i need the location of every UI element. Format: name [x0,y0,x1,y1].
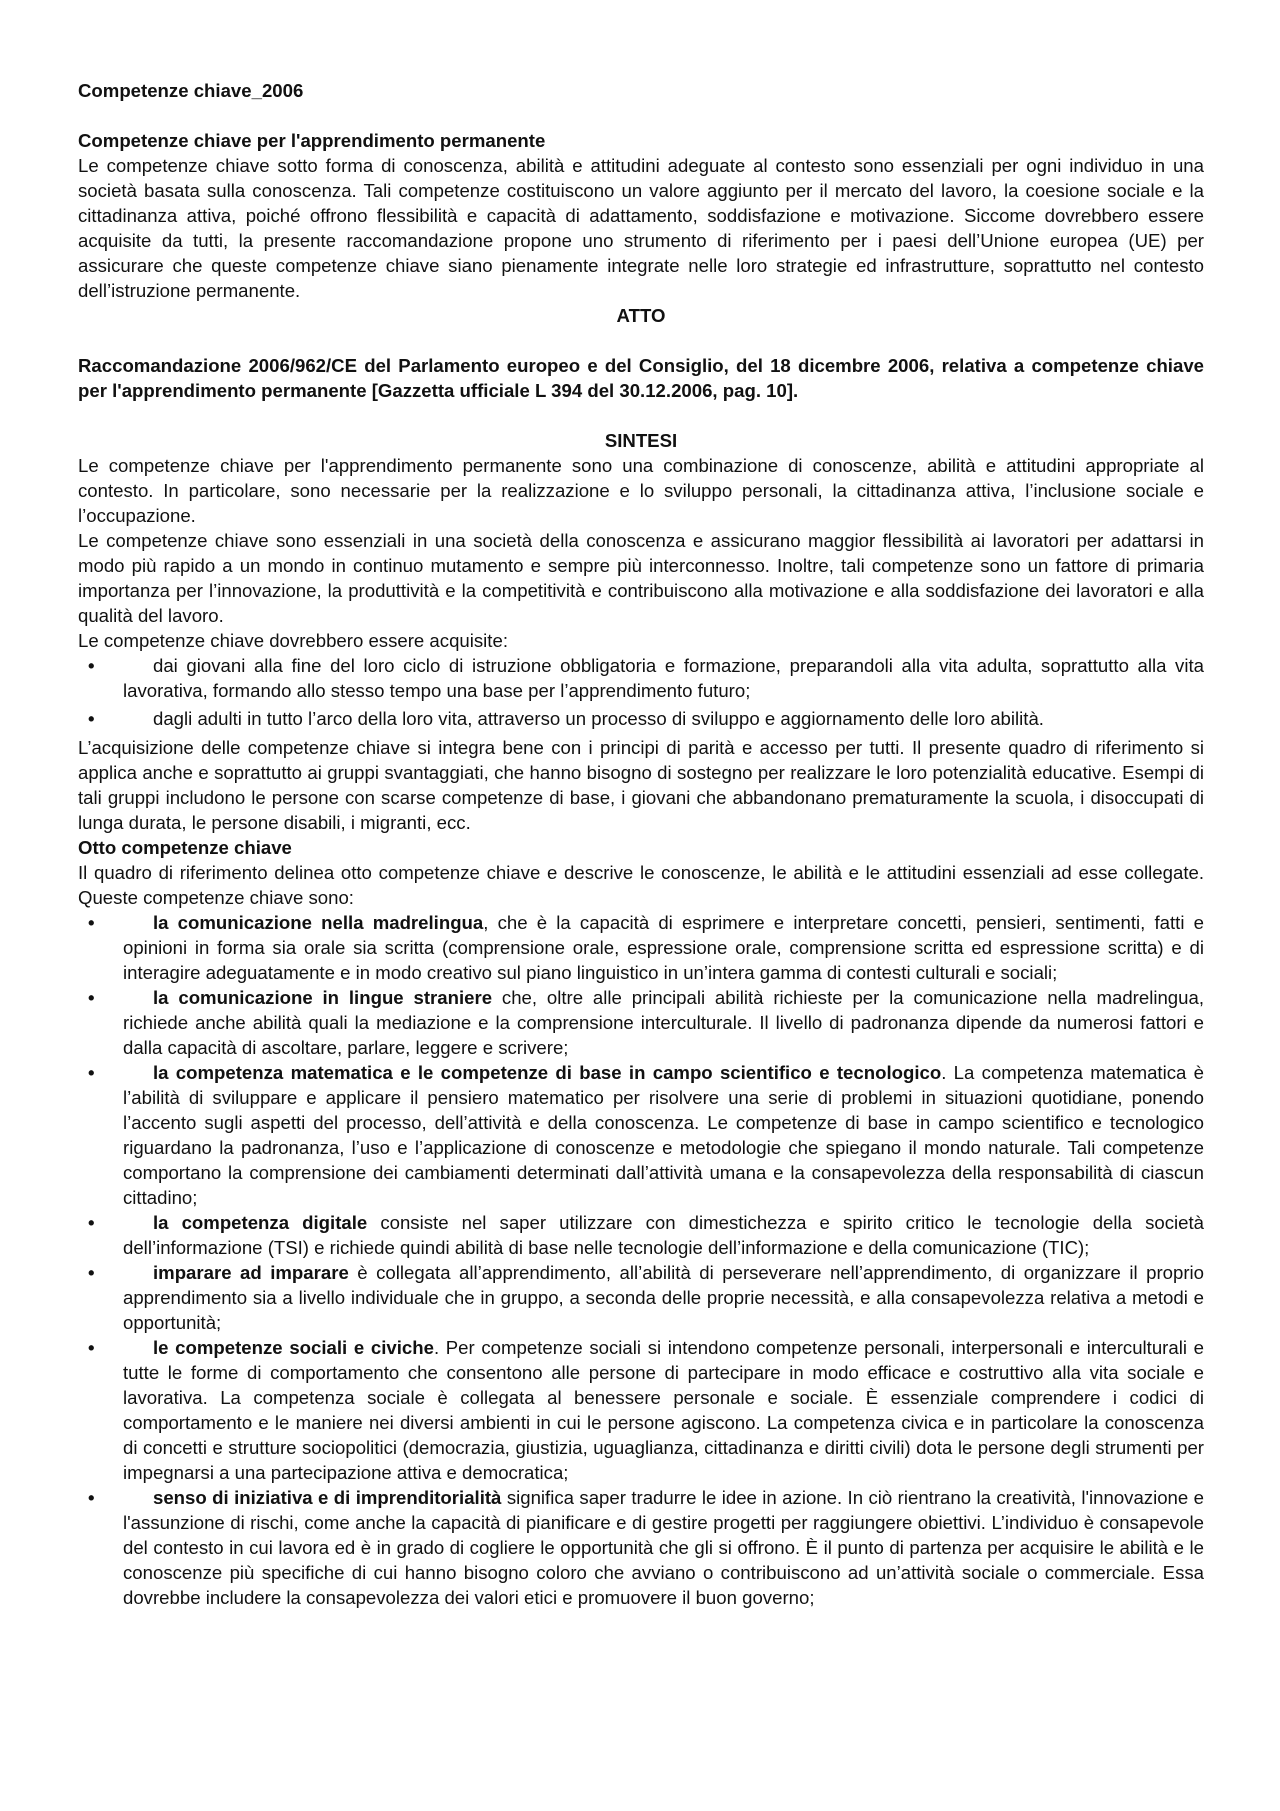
sintesi-paragraph-4: L’acquisizione delle competenze chiave si integra bene con i principi di parità e accesso per tutti. Il presente quadro di riferimento si applica anche e soprattutto ai gruppi svantaggiati, che hanno bisogno di sostegno per realizzare le loro potenzialità educative. Esempi di tali gruppi includono le persone con scarse competenze di base, i giovani che abbandonano prematuramente la scuola, i disoccupati di lunga durata, le persone disabili, i migranti, ecc. [78,737,1204,833]
competence-description: che, oltre alle principali abilità richieste per la comunicazione nella madrelingua, richiede anche abilità quali la mediazione e la comprensione interculturale. Il livello di padronanza dipende da numerosi fattori e dalla capacità di ascoltare, parlare, leggere e scrivere; [123,987,1204,1058]
competence-title: senso di iniziativa e di imprenditorialità [153,1487,502,1508]
bullet-icon: • [88,1212,95,1233]
atto-heading: ATTO [616,305,666,326]
otto-intro: Il quadro di riferimento delinea otto competenze chiave e descrive le conoscenze, le abilità e le attitudini essenziali ad esse collegate. Queste competenze chiave sono: [78,862,1204,908]
sintesi-paragraph-1: Le competenze chiave per l'apprendimento permanente sono una combinazione di conoscenze, abilità e attitudini appropriate al contesto. In particolare, sono necessarie per la realizzazione e lo sviluppo personali, la cittadinanza attiva, l’inclusione sociale e l’occupazione. [78,455,1204,526]
bullet-icon: • [88,912,95,933]
spacer [78,103,1204,128]
competence-description: significa saper tradurre le idee in azione. In ciò rientrano la creatività, l'innovazione e l'assunzione di rischi, come anche la capacità di pianificare e di gestire progetti per raggiungere obiettivi. L’individuo è consapevole del contesto in cui lavora ed è in grado di cogliere le opportunità che gli si offrono. È il punto di partenza per acquisire le abilità e le conoscenze più specifiche di cui hanno bisogno coloro che avviano o contribuiscono ad un’attività sociale o commerciale. Essa dovrebbe includere la consapevolezza dei valori etici e promuovere il buon governo; [123,1487,1204,1608]
competence-item [78,1210,1204,1260]
bullet-icon: • [88,655,95,676]
bullet-icon: • [88,1337,95,1358]
competence-item [78,1060,1204,1210]
competence-item [78,1335,1204,1485]
competence-description: è collegata all’apprendimento, all’abilità di perseverare nell’apprendimento, di organizzare il proprio apprendimento sia a livello individuale che in gruppo, a seconda delle proprie necessità, e alla consapevolezza relativa a metodi e opportunità; [123,1262,1204,1333]
competence-item [78,1485,1204,1610]
competence-item [78,1260,1204,1335]
competence-item [78,910,1204,985]
competence-title: la comunicazione nella madrelingua [153,912,484,933]
competence-title: la competenza digitale [153,1212,368,1233]
list-item [78,653,1204,703]
atto-reference: Raccomandazione 2006/962/CE del Parlamento europeo e del Consiglio, del 18 dicembre 2006, relativa a competenze chiave per l'apprendimento permanente [Gazzetta ufficiale L 394 del 30.12.2006, pag. 10]. [78,355,1204,401]
competence-description: . Per competenze sociali si intendono competenze personali, interpersonali e interculturali e tutte le forme di comportamento che consentono alle persone di partecipare in modo efficace e costruttivo alla vita sociale e lavorativa. La competenza sociale è collegata al benessere personale e sociale. È essenziale comprendere i codici di comportamento e le maniere nei diversi ambienti in cui le persone agiscono. La competenza civica e in particolare la conoscenza di concetti e strutture sociopolitici (democrazia, giustizia, uguaglianza, cittadinanza e diritti civili) dota le persone degli strumenti per impegnarsi a una partecipazione attiva e democratica; [123,1337,1204,1483]
intro-heading: Competenze chiave per l'apprendimento permanente [78,130,546,151]
document-title: Competenze chiave_2006 [78,80,304,101]
competence-title: la comunicazione in lingue straniere [153,987,493,1008]
acquisition-list [78,653,1204,731]
intro-paragraph: Le competenze chiave sotto forma di conoscenza, abilità e attitudini adeguate al contesto sono essenziali per ogni individuo in una società basata sulla conoscenza. Tali competenze costituiscono un valore aggiunto per il mercato del lavoro, la coesione sociale e la cittadinanza attiva, poiché offrono flessibilità e capacità di adattamento, soddisfazione e motivazione. Siccome dovrebbero essere acquisite da tutti, la presente raccomandazione propone uno strumento di riferimento per i paesi dell’Unione europea (UE) per assicurare che queste competenze chiave siano pienamente integrate nelle loro strategie ed infrastrutture, soprattutto nel contesto dell’istruzione permanente. [78,155,1204,301]
bullet-icon: • [88,1487,95,1508]
bullet-icon: • [88,987,95,1008]
bullet-icon: • [88,1262,95,1283]
sintesi-heading: SINTESI [604,430,678,451]
list-item-text: dai giovani alla fine del loro ciclo di istruzione obbligatoria e formazione, preparandoli alla vita adulta, soprattutto alla vita lavorativa, formando allo stesso tempo una base per l’apprendimento futuro; [123,655,1204,701]
competence-description: , che è la capacità di esprimere e interpretare concetti, pensieri, sentimenti, fatti e opinioni in forma sia orale sia scritta (comprensione orale, espressione orale, comprensione scritta ed espressione scritta) e di interagire adeguatamente e in modo creativo sul piano linguistico in un’intera gamma di contesti culturali e sociali; [123,912,1204,983]
bullet-icon: • [88,1062,95,1083]
sintesi-paragraph-3: Le competenze chiave dovrebbero essere acquisite: [78,630,508,651]
competence-title: imparare ad imparare [153,1262,349,1283]
sintesi-paragraph-2: Le competenze chiave sono essenziali in una società della conoscenza e assicurano maggior flessibilità ai lavoratori per adattarsi in modo più rapido a un mondo in continuo mutamento e sempre più interconnesso. Inoltre, tali competenze sono un fattore di primaria importanza per l’innovazione, la produttività e la competitività e contribuiscono alla motivazione e alla soddisfazione dei lavoratori e alla qualità del lavoro. [78,530,1204,626]
competence-description: . La competenza matematica è l’abilità di sviluppare e applicare il pensiero matematico per risolvere una serie di problemi in situazioni quotidiane, ponendo l’accento sugli aspetti del processo, dell’attività e della conoscenza. Le competenze di base in campo scientifico e tecnologico riguardano la padronanza, l’uso e l’applicazione di conoscenze e metodologie che spiegano il mondo naturale. Tali competenze comportano la comprensione dei cambiamenti determinati dall’attività umana e la consapevolezza della responsabilità di ciascun cittadino; [123,1062,1204,1208]
otto-heading: Otto competenze chiave [78,837,292,858]
competence-title: le competenze sociali e civiche [153,1337,434,1358]
list-item [78,706,1204,731]
competences-list [78,910,1204,1610]
spacer [78,403,1204,428]
competence-item [78,985,1204,1060]
competence-description: consiste nel saper utilizzare con dimestichezza e spirito critico le tecnologie della società dell’informazione (TSI) e richiede quindi abilità di base nelle tecnologie dell’informazione e della comunicazione (TIC); [123,1212,1204,1258]
competence-title: la competenza matematica e le competenze di base in campo scientifico e tecnologico [153,1062,942,1083]
list-item-text: dagli adulti in tutto l’arco della loro vita, attraverso un processo di sviluppo e aggiornamento delle loro abilità. [153,708,1044,729]
bullet-icon: • [88,708,95,729]
spacer [78,328,1204,353]
